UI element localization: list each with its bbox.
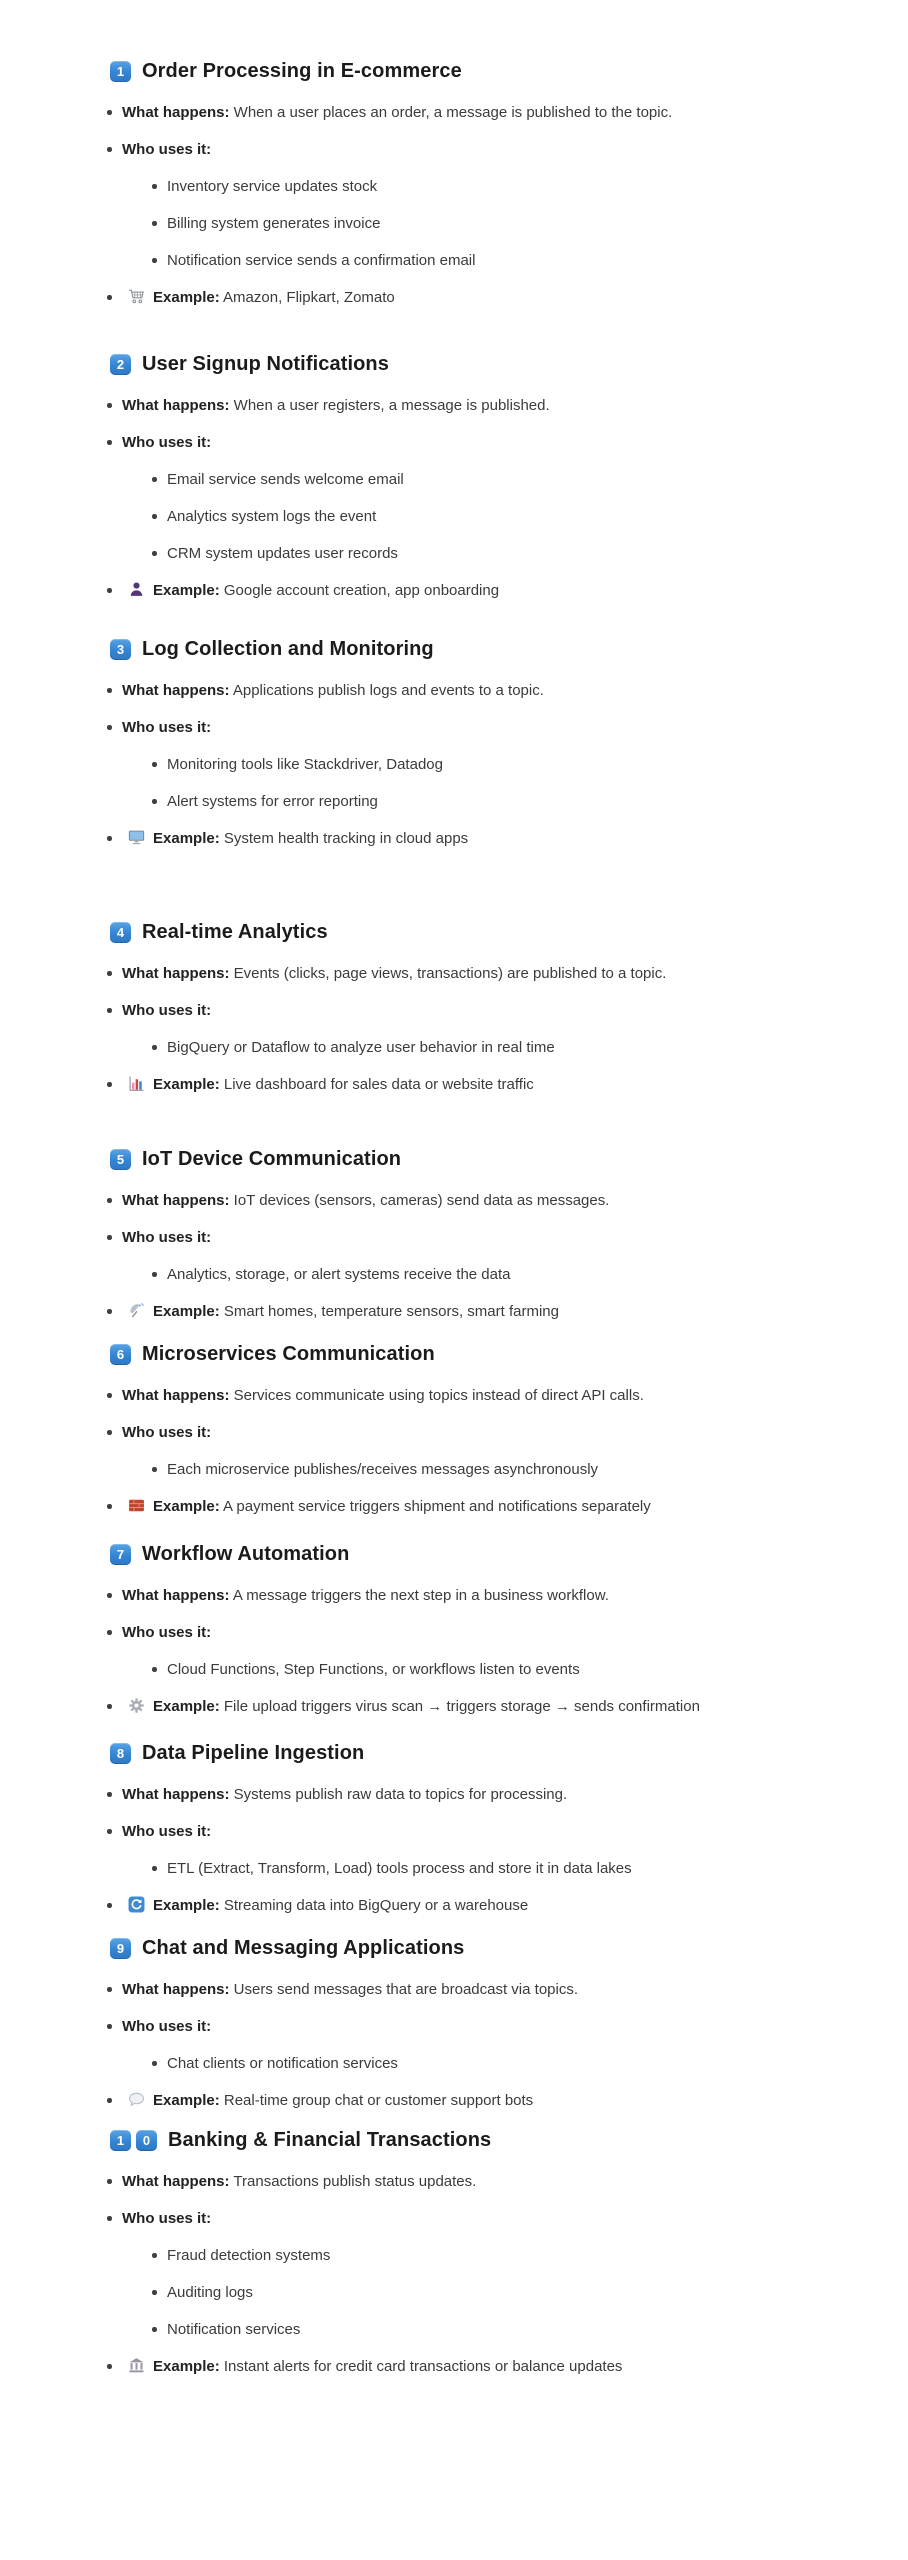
example-item: [107, 1496, 868, 1517]
bullet-dot: [107, 836, 112, 841]
section-title: Microservices Communication: [142, 1343, 435, 1365]
what-happens-label: What happens:: [122, 1981, 230, 1998]
section-workflow-automation: [107, 1541, 868, 1717]
bullet-dot: [107, 403, 112, 408]
bullet-dot: [107, 2216, 112, 2221]
who-uses-label: Who uses it:: [122, 1229, 212, 1246]
bullet-dot: [107, 1393, 112, 1398]
bullet-dot: [152, 184, 157, 189]
what-happens-text: When a user places an order, a message is published to the topic.: [233, 104, 673, 121]
example-label: Example:: [153, 2092, 220, 2109]
what-happens-text: Services communicate using topics instead of direct API calls.: [233, 1387, 644, 1404]
bullet-dot: [107, 1829, 112, 1834]
who-uses-item: [107, 432, 868, 453]
use-case-item: [152, 791, 868, 812]
gear-icon: [128, 1697, 145, 1714]
what-happens-item: [107, 963, 868, 984]
keycap-9-icon: 9: [110, 1938, 131, 1959]
use-case-item: [152, 469, 868, 490]
bullet-dot: [152, 762, 157, 767]
bullet-dot: [152, 1667, 157, 1672]
use-case-text: Inventory service updates stock: [167, 178, 378, 195]
use-case-item: [152, 754, 868, 775]
bullet-dot: [107, 1504, 112, 1509]
bullet-dot: [152, 514, 157, 519]
use-case-item: [152, 176, 868, 197]
keycap-4-icon: 4: [110, 922, 131, 943]
bullet-dot: [107, 2364, 112, 2369]
what-happens-label: What happens:: [122, 965, 230, 982]
use-case-item: [152, 2282, 868, 2303]
bullet-dot: [107, 1704, 112, 1709]
bullet-dot: [107, 2179, 112, 2184]
use-case-text: Notification services: [167, 2321, 301, 2338]
bullet-dot: [107, 295, 112, 300]
desktop-computer-icon: [128, 829, 145, 846]
who-uses-item: [107, 2208, 868, 2229]
what-happens-text: Users send messages that are broadcast via topics.: [233, 1981, 579, 1998]
what-happens-label: What happens:: [122, 2173, 230, 2190]
bullet-dot: [107, 1309, 112, 1314]
number-badge-group: [110, 1149, 131, 1170]
use-case-text: Fraud detection systems: [167, 2247, 331, 2264]
who-uses-label: Who uses it:: [122, 2210, 212, 2227]
what-happens-text: Applications publish logs and events to a topic.: [232, 682, 544, 699]
shopping-cart-icon: [128, 288, 145, 305]
example-label: Example:: [153, 1076, 220, 1093]
use-case-text: Each microservice publishes/receives messages asynchronously: [167, 1461, 599, 1478]
use-case-item: [152, 1459, 868, 1480]
example-label: Example:: [153, 1303, 220, 1320]
section-iot-communication: [107, 1146, 868, 1322]
example-text: Amazon, Flipkart, Zomato: [223, 289, 395, 306]
section-title: Chat and Messaging Applications: [142, 1937, 465, 1959]
bar-chart-icon: [128, 1075, 145, 1092]
bullet-dot: [152, 551, 157, 556]
number-badge-group: [110, 2130, 157, 2151]
keycap-2-icon: 2: [110, 354, 131, 375]
bullet-dot: [152, 799, 157, 804]
section-realtime-analytics: [107, 919, 868, 1095]
keycap-3-icon: 3: [110, 639, 131, 660]
bullet-dot: [152, 2290, 157, 2295]
use-case-item: [152, 1858, 868, 1879]
what-happens-label: What happens:: [122, 104, 230, 121]
bullet-dot: [152, 2253, 157, 2258]
section-title: Log Collection and Monitoring: [142, 638, 434, 660]
example-text: A payment service triggers shipment and notifications separately: [223, 1498, 651, 1515]
bullet-dot: [107, 1430, 112, 1435]
bullet-dot: [107, 688, 112, 693]
what-happens-item: [107, 1979, 868, 2000]
bullet-dot: [107, 1792, 112, 1797]
section-title: Order Processing in E-commerce: [142, 60, 462, 82]
who-uses-item: [107, 139, 868, 160]
keycap-8-icon: 8: [110, 1743, 131, 1764]
bullet-dot: [107, 1082, 112, 1087]
bullet-dot: [107, 147, 112, 152]
use-case-text: Email service sends welcome email: [167, 471, 404, 488]
use-case-text: Auditing logs: [167, 2284, 253, 2301]
speech-balloon-icon: [128, 2091, 145, 2108]
keycap-6-icon: 6: [110, 1344, 131, 1365]
example-item: [107, 287, 868, 308]
what-happens-label: What happens:: [122, 1786, 230, 1803]
example-item: [107, 1696, 868, 1717]
use-case-item: [152, 1037, 868, 1058]
number-badge-group: [110, 922, 131, 943]
example-item: [107, 580, 868, 601]
section-heading: [110, 919, 868, 945]
what-happens-item: [107, 1585, 868, 1606]
keycap-1-icon: 1: [110, 61, 131, 82]
example-label: Example:: [153, 830, 220, 847]
what-happens-item: [107, 2171, 868, 2192]
satellite-antenna-icon: [128, 1302, 145, 1319]
section-heading: [110, 1541, 868, 1567]
section-log-collection: [107, 636, 868, 849]
bullet-dot: [152, 477, 157, 482]
example-item: [107, 2090, 868, 2111]
bullet-dot: [152, 221, 157, 226]
use-case-item: [152, 1659, 868, 1680]
bullet-dot: [107, 588, 112, 593]
who-uses-label: Who uses it:: [122, 141, 212, 158]
use-case-text: ETL (Extract, Transform, Load) tools process and store it in data lakes: [167, 1860, 632, 1877]
what-happens-item: [107, 395, 868, 416]
who-uses-item: [107, 1000, 868, 1021]
use-case-text: Billing system generates invoice: [167, 215, 381, 232]
what-happens-label: What happens:: [122, 682, 230, 699]
use-case-item: [152, 506, 868, 527]
what-happens-text: Systems publish raw data to topics for processing.: [233, 1786, 568, 1803]
section-title: Data Pipeline Ingestion: [142, 1742, 365, 1764]
bullet-dot: [152, 1467, 157, 1472]
what-happens-item: [107, 1190, 868, 1211]
keycap-7-icon: 7: [110, 1544, 131, 1565]
who-uses-label: Who uses it:: [122, 2018, 212, 2035]
what-happens-item: [107, 102, 868, 123]
who-uses-label: Who uses it:: [122, 1823, 212, 1840]
what-happens-text: A message triggers the next step in a business workflow.: [232, 1587, 609, 1604]
example-item: [107, 2356, 868, 2377]
sync-arrows-icon: [128, 1896, 145, 1913]
user-silhouette-icon: [128, 581, 145, 598]
bullet-dot: [152, 2327, 157, 2332]
section-heading: [110, 351, 868, 377]
section-heading: [110, 1935, 868, 1961]
section-heading: [110, 636, 868, 662]
section-microservices: [107, 1341, 868, 1517]
who-uses-item: [107, 717, 868, 738]
use-case-item: [152, 2319, 868, 2340]
number-badge-group: [110, 1938, 131, 1959]
who-uses-label: Who uses it:: [122, 719, 212, 736]
what-happens-item: [107, 1784, 868, 1805]
use-case-text: Chat clients or notification services: [167, 2055, 398, 2072]
bullet-dot: [152, 1272, 157, 1277]
bullet-dot: [107, 971, 112, 976]
example-label: Example:: [153, 1897, 220, 1914]
example-text: Live dashboard for sales data or website traffic: [223, 1076, 534, 1093]
use-case-item: [152, 1264, 868, 1285]
bullet-dot: [107, 1987, 112, 1992]
example-item: [107, 1074, 868, 1095]
section-user-signup: [107, 351, 868, 601]
example-item: [107, 828, 868, 849]
use-case-text: Monitoring tools like Stackdriver, Datadog: [167, 756, 443, 773]
brick-icon: [128, 1497, 145, 1514]
bullet-dot: [107, 110, 112, 115]
section-heading: [110, 1740, 868, 1766]
what-happens-text: When a user registers, a message is published.: [233, 397, 550, 414]
use-case-item: [152, 213, 868, 234]
bullet-dot: [107, 2024, 112, 2029]
use-case-item: [152, 250, 868, 271]
what-happens-text: Transactions publish status updates.: [233, 2173, 477, 2190]
bullet-dot: [107, 725, 112, 730]
bullet-dot: [152, 1045, 157, 1050]
who-uses-item: [107, 2016, 868, 2037]
example-label: Example:: [153, 1698, 220, 1715]
bullet-dot: [107, 1008, 112, 1013]
use-case-text: Alert systems for error reporting: [167, 793, 378, 810]
section-heading: [110, 1341, 868, 1367]
bullet-dot: [107, 1630, 112, 1635]
section-title: IoT Device Communication: [142, 1148, 402, 1170]
example-text: Real-time group chat or customer support bots: [223, 2092, 534, 2109]
section-title: User Signup Notifications: [142, 353, 389, 375]
bullet-dot: [152, 2061, 157, 2066]
example-text: Smart homes, temperature sensors, smart farming: [223, 1303, 559, 1320]
number-badge-group: [110, 1344, 131, 1365]
example-text: Google account creation, app onboarding: [223, 582, 500, 599]
use-case-item: [152, 2053, 868, 2074]
bullet-dot: [107, 1593, 112, 1598]
example-label: Example:: [153, 2358, 220, 2375]
section-heading: [110, 1146, 868, 1172]
who-uses-item: [107, 1227, 868, 1248]
example-label: Example:: [153, 289, 220, 306]
use-case-text: Analytics system logs the event: [167, 508, 377, 525]
bullet-dot: [107, 440, 112, 445]
bank-icon: [128, 2357, 145, 2374]
number-badge-group: [110, 639, 131, 660]
what-happens-text: Events (clicks, page views, transactions) are published to a topic.: [233, 965, 667, 982]
section-order-processing: [107, 58, 868, 308]
bullet-dot: [152, 1866, 157, 1871]
who-uses-label: Who uses it:: [122, 1624, 212, 1641]
bullet-dot: [107, 1198, 112, 1203]
number-badge-group: [110, 354, 131, 375]
example-label: Example:: [153, 1498, 220, 1515]
what-happens-label: What happens:: [122, 1587, 230, 1604]
who-uses-label: Who uses it:: [122, 1424, 212, 1441]
what-happens-item: [107, 1385, 868, 1406]
who-uses-label: Who uses it:: [122, 1002, 212, 1019]
example-item: [107, 1301, 868, 1322]
section-title: Banking & Financial Transactions: [168, 2129, 492, 2151]
bullet-dot: [152, 258, 157, 263]
number-badge-group: [110, 61, 131, 82]
use-case-text: Analytics, storage, or alert systems receive the data: [167, 1266, 511, 1283]
what-happens-label: What happens:: [122, 1192, 230, 1209]
example-text: Streaming data into BigQuery or a warehouse: [223, 1897, 529, 1914]
use-case-item: [152, 543, 868, 564]
section-data-pipeline: [107, 1740, 868, 1916]
section-title: Workflow Automation: [142, 1543, 350, 1565]
example-text: Instant alerts for credit card transactions or balance updates: [223, 2358, 623, 2375]
section-heading: [110, 58, 868, 84]
what-happens-text: IoT devices (sensors, cameras) send data as messages.: [233, 1192, 610, 1209]
what-happens-label: What happens:: [122, 1387, 230, 1404]
example-text: File upload triggers virus scan → triggers storage → sends confirmation: [223, 1698, 700, 1715]
use-case-item: [152, 2245, 868, 2266]
bullet-dot: [107, 2098, 112, 2103]
bullet-dot: [107, 1903, 112, 1908]
section-chat-messaging: [107, 1935, 868, 2111]
keycap-5-icon: 5: [110, 1149, 131, 1170]
use-case-text: BigQuery or Dataflow to analyze user behavior in real time: [167, 1039, 555, 1056]
example-item: [107, 1895, 868, 1916]
keycap-1-icon: 1: [110, 2130, 131, 2151]
who-uses-label: Who uses it:: [122, 434, 212, 451]
bullet-dot: [107, 1235, 112, 1240]
section-banking-transactions: [107, 2127, 868, 2377]
example-label: Example:: [153, 582, 220, 599]
what-happens-label: What happens:: [122, 397, 230, 414]
use-case-text: Notification service sends a confirmation email: [167, 252, 476, 269]
number-badge-group: [110, 1743, 131, 1764]
keycap-0-icon: 0: [136, 2130, 157, 2151]
use-case-text: CRM system updates user records: [167, 545, 398, 562]
number-badge-group: [110, 1544, 131, 1565]
who-uses-item: [107, 1622, 868, 1643]
who-uses-item: [107, 1821, 868, 1842]
example-text: System health tracking in cloud apps: [223, 830, 469, 847]
section-heading: [110, 2127, 868, 2153]
section-title: Real-time Analytics: [142, 921, 328, 943]
what-happens-item: [107, 680, 868, 701]
use-case-text: Cloud Functions, Step Functions, or workflows listen to events: [167, 1661, 580, 1678]
who-uses-item: [107, 1422, 868, 1443]
